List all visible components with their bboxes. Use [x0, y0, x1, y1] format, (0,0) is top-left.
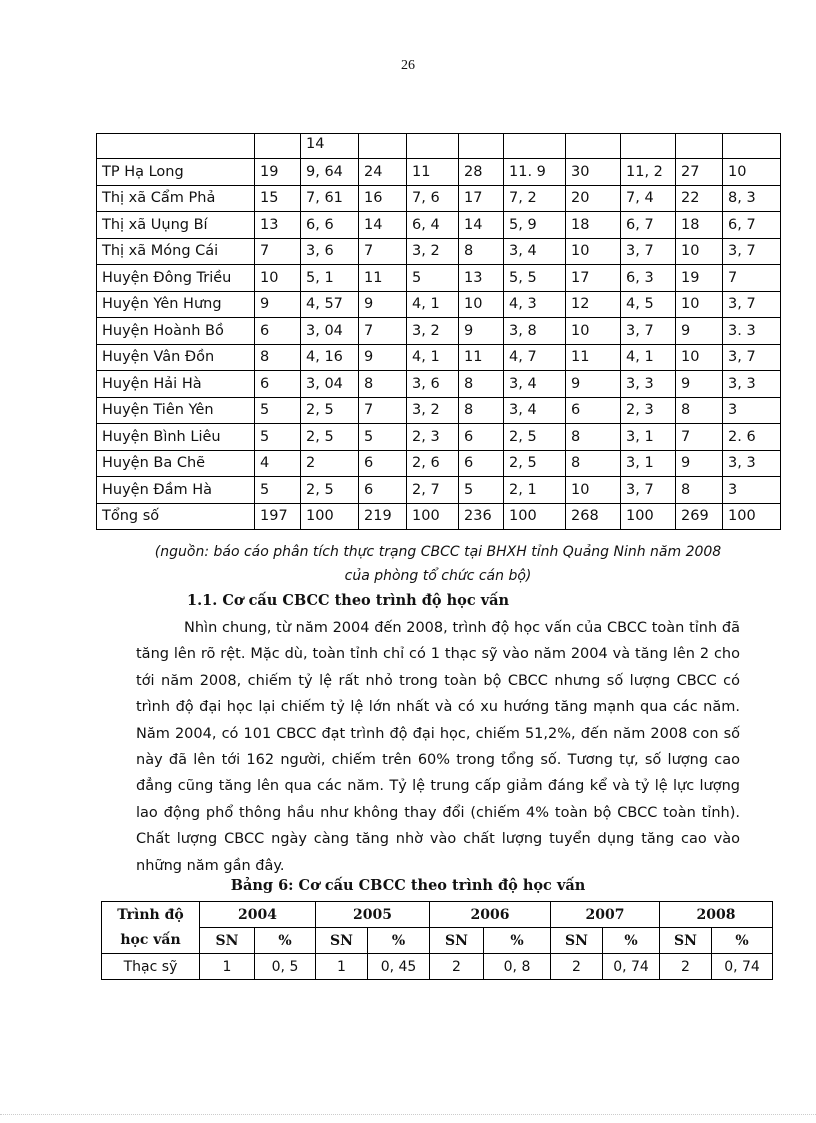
page-bottom-rule — [0, 1114, 816, 1115]
value-cell: 13 — [459, 265, 504, 292]
value-cell: 100 — [504, 503, 566, 530]
value-cell: 3, 4 — [504, 397, 566, 424]
value-cell: 20 — [566, 185, 621, 212]
table-caption: Bảng 6: Cơ cấu CBCC theo trình độ học vấn — [230, 877, 586, 894]
value-cell: 268 — [566, 503, 621, 530]
district-name-cell: Thị xã Cẩm Phả — [97, 185, 255, 212]
value-cell: 8, 3 — [723, 185, 781, 212]
district-name-cell: Huyện Bình Liêu — [97, 424, 255, 451]
value-cell: 6 — [359, 450, 407, 477]
value-cell: 8 — [566, 450, 621, 477]
district-name-cell: Huyện Tiên Yên — [97, 397, 255, 424]
district-staff-table — [96, 133, 781, 530]
value-cell: 5 — [255, 477, 301, 504]
value-cell: 6 — [255, 318, 301, 345]
table-row — [102, 954, 773, 980]
year-header: 2006 — [430, 902, 551, 928]
page-number: 26 — [401, 58, 415, 73]
value-cell: 7 — [359, 397, 407, 424]
value-cell: 8 — [566, 424, 621, 451]
value-cell: 6, 3 — [621, 265, 676, 292]
value-cell: 7, 2 — [504, 185, 566, 212]
body-paragraph: Nhìn chung, từ năm 2004 đến 2008, trình độ học vấn của CBCC toàn tỉnh đã tăng lên rõ rệt. Mặc dù, toàn tỉnh chỉ có 1 thạc sỹ vào năm 2004 và tăng lên 2 cho tới năm 2008, chiếm tỷ lệ rất nhỏ trong toàn bộ CBCC nhưng số lượng CBCC có trình độ đại học lại chiếm tỷ lệ lớn nhất và có xu hướng tăng mạnh qua các năm. Năm 2004, có 101 CBCC đạt trình độ đại học, chiếm 51,2%, đến năm 2008 con số này đã lên tới 162 người, chiếm trên 60% trong tổng số. Tương tự, số lượng cao đẳng cũng tăng lên qua các năm. Tỷ lệ trung cấp giảm đáng kể và tỷ lệ lực lượng lao động phổ thông hầu như không thay đổi (chiếm 4% toàn bộ CBCC toàn tỉnh). Chất lượng CBCC ngày càng tăng nhờ vào chất lượng tuyển dụng tăng cao vào những năm gần đây. — [136, 620, 740, 874]
value-cell: 3, 7 — [723, 344, 781, 371]
value-cell: 30 — [566, 159, 621, 186]
value-cell: 0, 8 — [484, 954, 551, 980]
value-cell: 9 — [459, 318, 504, 345]
table-row-continued — [97, 134, 781, 159]
value-cell: 5 — [407, 265, 459, 292]
header-label-line-1: Trình độ — [102, 902, 200, 928]
value-cell: 100 — [621, 503, 676, 530]
value-cell: 17 — [459, 185, 504, 212]
value-cell: 9, 64 — [301, 159, 359, 186]
value-cell: 3, 4 — [504, 238, 566, 265]
value-cell: 4, 1 — [621, 344, 676, 371]
table-row — [97, 450, 781, 477]
value-cell: 8 — [459, 371, 504, 398]
value-cell: 3, 7 — [723, 291, 781, 318]
value-cell: 6 — [255, 371, 301, 398]
value-cell: 100 — [407, 503, 459, 530]
table-row — [97, 238, 781, 265]
sn-header: SN — [430, 928, 484, 954]
table-row — [97, 371, 781, 398]
value-cell: 10 — [723, 159, 781, 186]
district-name-cell: Huyện Đầm Hà — [97, 477, 255, 504]
value-cell: 3, 3 — [723, 450, 781, 477]
value-cell: 6 — [359, 477, 407, 504]
value-cell: 8 — [459, 397, 504, 424]
value-cell: 3, 4 — [504, 371, 566, 398]
value-cell: 10 — [676, 238, 723, 265]
value-cell: 7 — [676, 424, 723, 451]
value-cell: 27 — [676, 159, 723, 186]
value-cell: 19 — [255, 159, 301, 186]
value-cell: 4, 16 — [301, 344, 359, 371]
value-cell: 12 — [566, 291, 621, 318]
header-label-line-2: học vấn — [102, 928, 200, 954]
value-cell: 2, 6 — [407, 450, 459, 477]
value-cell: 3 — [723, 477, 781, 504]
table-row — [97, 397, 781, 424]
value-cell: 9 — [676, 371, 723, 398]
value-cell: 3, 2 — [407, 238, 459, 265]
value-cell: 11. 9 — [504, 159, 566, 186]
value-cell: 28 — [459, 159, 504, 186]
value-cell: 5 — [359, 424, 407, 451]
value-cell: 22 — [676, 185, 723, 212]
table-row — [97, 477, 781, 504]
value-cell: 11 — [566, 344, 621, 371]
district-name-cell: Huyện Ba Chẽ — [97, 450, 255, 477]
district-name-cell: Thị xã Móng Cái — [97, 238, 255, 265]
value-cell: 6, 7 — [723, 212, 781, 239]
value-cell: 13 — [255, 212, 301, 239]
value-cell: 4, 5 — [621, 291, 676, 318]
value-cell: 219 — [359, 503, 407, 530]
value-cell: 3, 04 — [301, 371, 359, 398]
pct-header: % — [603, 928, 660, 954]
table-row — [97, 291, 781, 318]
value-cell: 10 — [566, 238, 621, 265]
continued-cell: 14 — [301, 134, 359, 159]
sn-header: SN — [551, 928, 603, 954]
value-cell: 10 — [676, 291, 723, 318]
value-cell: 6 — [459, 424, 504, 451]
value-cell: 9 — [676, 450, 723, 477]
value-cell: 2. 6 — [723, 424, 781, 451]
value-cell: 9 — [359, 344, 407, 371]
value-cell: 7, 6 — [407, 185, 459, 212]
value-cell: 6 — [459, 450, 504, 477]
value-cell: 3, 6 — [407, 371, 459, 398]
value-cell: 8 — [676, 477, 723, 504]
value-cell: 11 — [459, 344, 504, 371]
value-cell: 2, 5 — [504, 424, 566, 451]
value-cell: 2, 5 — [504, 450, 566, 477]
value-cell: 4, 1 — [407, 291, 459, 318]
value-cell: 4 — [255, 450, 301, 477]
value-cell: 10 — [566, 318, 621, 345]
value-cell: 24 — [359, 159, 407, 186]
value-cell: 2, 7 — [407, 477, 459, 504]
table-row — [97, 318, 781, 345]
value-cell: 10 — [566, 477, 621, 504]
value-cell: 2 — [430, 954, 484, 980]
value-cell: 2, 5 — [301, 477, 359, 504]
table-row — [97, 344, 781, 371]
value-cell: 7, 61 — [301, 185, 359, 212]
value-cell: 3, 2 — [407, 397, 459, 424]
district-name-cell: Tổng số — [97, 503, 255, 530]
pct-header: % — [484, 928, 551, 954]
value-cell: 2, 3 — [621, 397, 676, 424]
value-cell: 269 — [676, 503, 723, 530]
value-cell: 8 — [676, 397, 723, 424]
value-cell: 14 — [459, 212, 504, 239]
value-cell: 2 — [660, 954, 712, 980]
value-cell: 3. 3 — [723, 318, 781, 345]
value-cell: 4, 1 — [407, 344, 459, 371]
district-name-cell: Huyện Đông Triều — [97, 265, 255, 292]
value-cell: 1 — [200, 954, 255, 980]
value-cell: 10 — [255, 265, 301, 292]
value-cell: 11 — [359, 265, 407, 292]
value-cell: 3, 8 — [504, 318, 566, 345]
table-row — [97, 212, 781, 239]
value-cell: 3, 7 — [621, 318, 676, 345]
district-name-cell: TP Hạ Long — [97, 159, 255, 186]
value-cell: 6, 6 — [301, 212, 359, 239]
value-cell: 100 — [723, 503, 781, 530]
value-cell: 0, 74 — [603, 954, 660, 980]
year-header: 2008 — [660, 902, 773, 928]
value-cell: 8 — [255, 344, 301, 371]
district-name-cell: Thị xã Uụng Bí — [97, 212, 255, 239]
value-cell: 2 — [551, 954, 603, 980]
value-cell: 11, 2 — [621, 159, 676, 186]
sn-header: SN — [316, 928, 368, 954]
value-cell: 9 — [676, 318, 723, 345]
value-cell: 7 — [359, 318, 407, 345]
value-cell: 0, 74 — [712, 954, 773, 980]
pct-header: % — [712, 928, 773, 954]
district-name-cell: Huyện Hoành Bồ — [97, 318, 255, 345]
value-cell: 9 — [359, 291, 407, 318]
value-cell: 4, 7 — [504, 344, 566, 371]
district-name-cell: Huyện Yên Hưng — [97, 291, 255, 318]
value-cell: 7 — [255, 238, 301, 265]
value-cell: 4, 57 — [301, 291, 359, 318]
value-cell: 16 — [359, 185, 407, 212]
year-header: 2004 — [200, 902, 316, 928]
value-cell: 0, 45 — [368, 954, 430, 980]
value-cell: 18 — [676, 212, 723, 239]
value-cell: 6 — [566, 397, 621, 424]
value-cell: 7 — [359, 238, 407, 265]
table-source-note — [96, 540, 780, 588]
value-cell: 3, 3 — [723, 371, 781, 398]
header-row-sub — [102, 928, 773, 954]
value-cell: 5 — [255, 424, 301, 451]
value-cell: 3, 1 — [621, 424, 676, 451]
value-cell: 100 — [301, 503, 359, 530]
value-cell: 9 — [566, 371, 621, 398]
value-cell: 3, 6 — [301, 238, 359, 265]
value-cell: 2 — [301, 450, 359, 477]
header-row-years — [102, 902, 773, 928]
value-cell: 3, 7 — [621, 238, 676, 265]
value-cell: 0, 5 — [255, 954, 316, 980]
value-cell: 236 — [459, 503, 504, 530]
year-header: 2007 — [551, 902, 660, 928]
sn-header: SN — [200, 928, 255, 954]
value-cell: 8 — [359, 371, 407, 398]
value-cell: 18 — [566, 212, 621, 239]
value-cell: 2, 5 — [301, 397, 359, 424]
value-cell: 4, 3 — [504, 291, 566, 318]
value-cell: 3, 1 — [621, 450, 676, 477]
value-cell: 3, 3 — [621, 371, 676, 398]
level-name-cell: Thạc sỹ — [102, 954, 200, 980]
education-level-table — [101, 901, 773, 980]
source-line-2: của phòng tổ chức cán bộ) — [344, 568, 532, 584]
value-cell: 3, 7 — [723, 238, 781, 265]
value-cell: 3, 2 — [407, 318, 459, 345]
sn-header: SN — [660, 928, 712, 954]
value-cell: 5, 1 — [301, 265, 359, 292]
value-cell: 11 — [407, 159, 459, 186]
table-row — [97, 185, 781, 212]
table-row — [97, 503, 781, 530]
value-cell: 14 — [359, 212, 407, 239]
value-cell: 7, 4 — [621, 185, 676, 212]
value-cell: 9 — [255, 291, 301, 318]
section-heading: 1.1. Cơ cấu CBCC theo trình độ học vấn — [187, 592, 510, 609]
source-line-1: (nguồn: báo cáo phân tích thực trạng CBCC tại BHXH tỉnh Quảng Ninh năm 2008 — [154, 544, 722, 560]
value-cell: 3, 04 — [301, 318, 359, 345]
value-cell: 6, 7 — [621, 212, 676, 239]
value-cell: 1 — [316, 954, 368, 980]
value-cell: 5 — [459, 477, 504, 504]
table-row — [97, 265, 781, 292]
value-cell: 7 — [723, 265, 781, 292]
value-cell: 10 — [676, 344, 723, 371]
year-header: 2005 — [316, 902, 430, 928]
value-cell: 15 — [255, 185, 301, 212]
district-name-cell: Huyện Vân Đồn — [97, 344, 255, 371]
value-cell: 3, 7 — [621, 477, 676, 504]
value-cell: 10 — [459, 291, 504, 318]
value-cell: 19 — [676, 265, 723, 292]
value-cell: 5 — [255, 397, 301, 424]
value-cell: 2, 5 — [301, 424, 359, 451]
value-cell: 8 — [459, 238, 504, 265]
value-cell: 5, 5 — [504, 265, 566, 292]
value-cell: 197 — [255, 503, 301, 530]
district-name-cell: Huyện Hải Hà — [97, 371, 255, 398]
pct-header: % — [368, 928, 430, 954]
value-cell: 3 — [723, 397, 781, 424]
value-cell: 2, 3 — [407, 424, 459, 451]
table-row — [97, 159, 781, 186]
value-cell: 6, 4 — [407, 212, 459, 239]
pct-header: % — [255, 928, 316, 954]
value-cell: 2, 1 — [504, 477, 566, 504]
table-row — [97, 424, 781, 451]
value-cell: 17 — [566, 265, 621, 292]
value-cell: 5, 9 — [504, 212, 566, 239]
